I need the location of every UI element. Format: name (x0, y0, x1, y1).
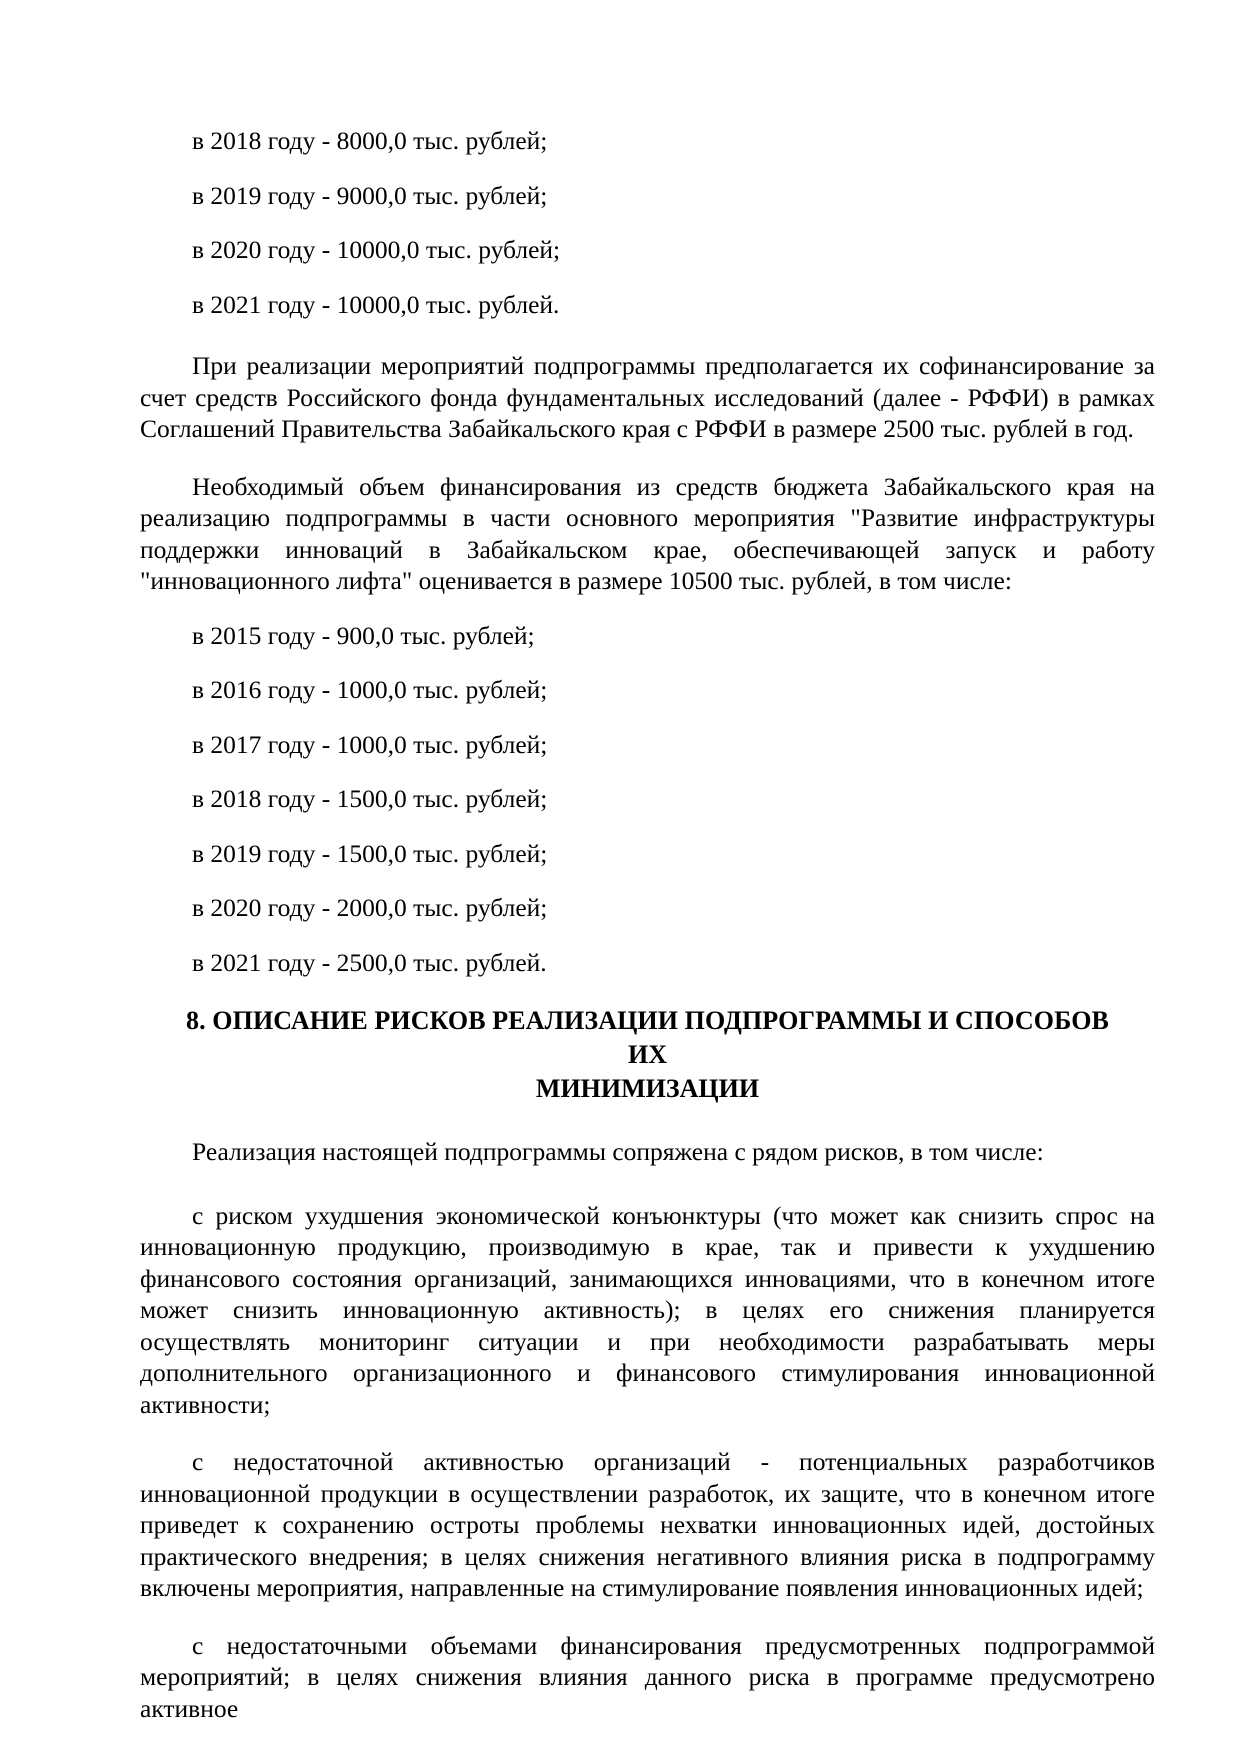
list-item: в 2019 году - 9000,0 тыс. рублей; (192, 180, 548, 210)
paragraph-risk-1: с риском ухудшения экономической конъюнктуры (что может как снизить спрос на инновационную продукцию, производимую в крае, так и привести к ухудшению финансового состояния организаций, занимающихся инновациями, что в конечном итоге может снизить инновационную активность); в целях его снижения планируется осуществлять мониторинг ситуации и при необходимости разрабатывать меры дополнительного организационного и финансового стимулирования инновационной активности; (140, 1200, 1155, 1419)
paragraph-cofinancing: При реализации мероприятий подпрограммы предполагается их софинансирование за счет средств Российского фонда фундаментальных исследований (далее - РФФИ) в рамках Соглашений Правительства Забайкальского края с РФФИ в размере 2500 тыс. рублей в год. (140, 351, 1155, 443)
list-item: в 2015 году - 900,0 тыс. рублей; (192, 620, 535, 650)
list-item: в 2018 году - 1500,0 тыс. рублей; (192, 784, 548, 813)
list-item: в 2020 году - 10000,0 тыс. рублей; (192, 235, 561, 264)
block-spacer (140, 1190, 1155, 1200)
page-content (140, 128, 1155, 1724)
list-item: в 2018 году - 8000,0 тыс. рублей; (192, 126, 548, 155)
list-item: в 2019 году - 1500,0 тыс. рублей; (192, 838, 548, 868)
section-heading-line-1: 8. ОПИСАНИЕ РИСКОВ РЕАЛИЗАЦИИ ПОДПРОГРАММЫ И СПОСОБОВ (186, 1006, 1109, 1035)
list-item: в 2021 году - 2500,0 тыс. рублей. (192, 947, 547, 977)
paragraph-risk-3: с недостаточными объемами финансирования предусмотренных подпрограммой мероприятий; в целях снижения влияния данного риска в программе предусмотрено активное (140, 1630, 1155, 1723)
list-item: в 2017 году - 1000,0 тыс. рублей; (192, 729, 548, 759)
paragraph-risk-2: с недостаточной активностью организаций - потенциальных разработчиков инновационной продукции в осуществлении разработок, их защите, что в конечном итоге приведет к сохранению остроты проблемы нехватки инновационных идей, достойных практического внедрения; в целях снижения негативного влияния риска в подпрограмму включены мероприятия, направленные на стимулирование появления инновационных идей; (140, 1447, 1155, 1602)
list-item: в 2020 году - 2000,0 тыс. рублей; (192, 893, 548, 922)
list-item: в 2016 году - 1000,0 тыс. рублей; (192, 675, 548, 704)
section-heading-line-3: МИНИМИЗАЦИИ (535, 1074, 760, 1103)
paragraph-risks-intro: Реализация настоящей подпрограммы сопряжена с рядом рисков, в том числе: (192, 1137, 1044, 1166)
list-item: в 2021 году - 10000,0 тыс. рублей. (192, 289, 560, 319)
paragraph-budget-volume: Необходимый объем финансирования из средств бюджета Забайкальского края на реализацию подпрограммы в части основного мероприятия "Развитие инфраструктуры поддержки инноваций в Забайкальском крае, обеспечивающей запуск и работу "инновационного лифта" оценивается в размере 10500 тыс. рублей, в том числе: (140, 471, 1155, 595)
section-heading-line-2: ИХ (628, 1040, 667, 1069)
section-heading (140, 1004, 1155, 1106)
